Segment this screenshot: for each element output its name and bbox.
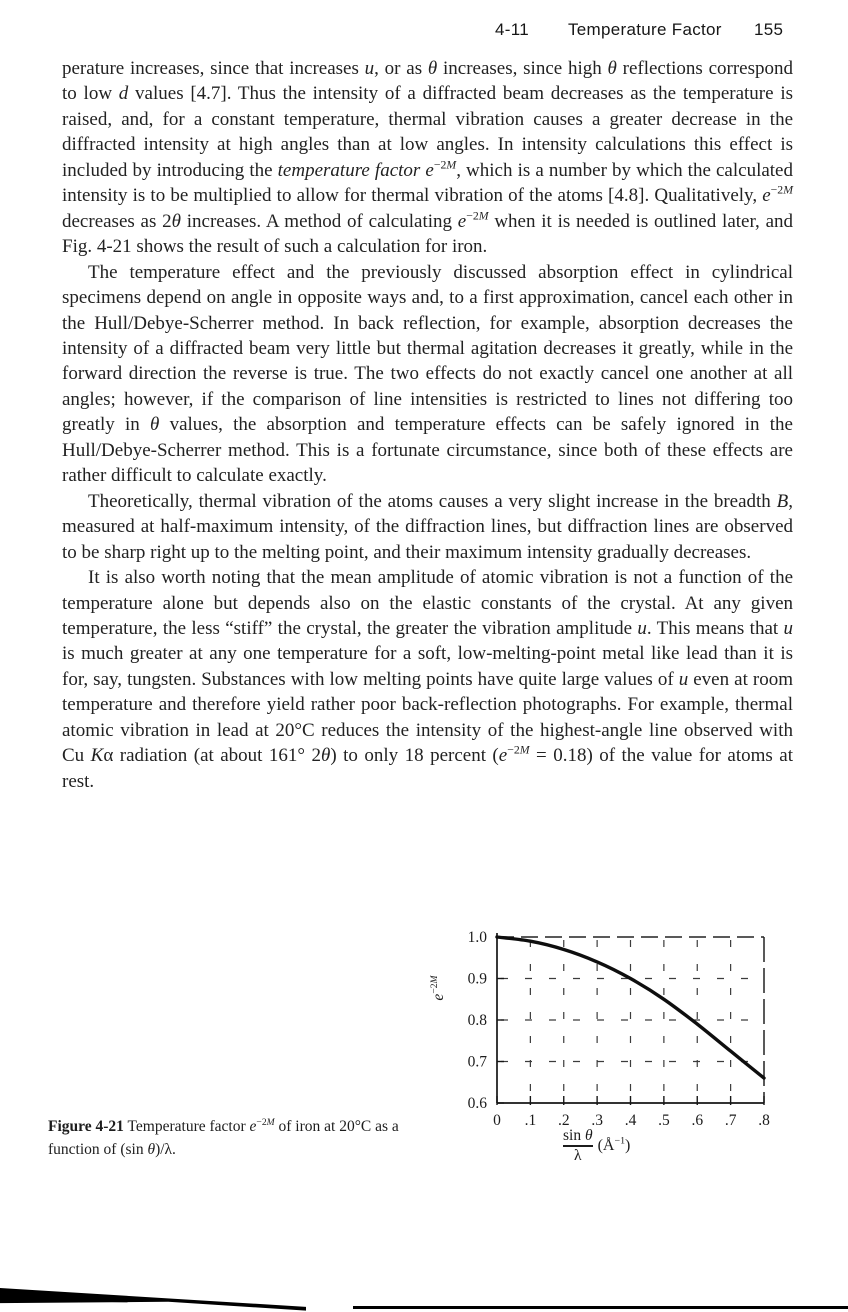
svg-text:.3: .3 <box>591 1112 603 1129</box>
body-text <box>62 56 793 794</box>
figure-caption-label: Figure 4-21 <box>48 1118 124 1135</box>
figure-caption-text: Temperature factor $e^{-2M}$ of iron at 20°C as a function of (sin θ)/λ. <box>48 1116 399 1158</box>
svg-text:0.8: 0.8 <box>467 1012 487 1029</box>
section-title: Temperature Factor <box>568 20 722 39</box>
section-number: 4-11 <box>495 20 529 39</box>
svg-text:.4: .4 <box>624 1112 637 1129</box>
paragraph: perature increases, since that increases u, or as θ increases, since high θ reflections correspond to low d values [4.7]. Thus the intensity of a diffracted beam decreases as the temperature is raised, and, for a constant temperature, thermal vibration causes a greater decrease in the diffracted intensity at high angles than at low angles. In intensity calculations this effect is included by introducing the temperature factor $e^{-2M}$, which is a number by which the calculated intensity is to be multiplied to allow for thermal vibration of the atoms [4.8]. Qualitatively, $e^{-2M}$ decreases as 2θ increases. A method of calculating $e^{-2M}$ when it is needed is outlined later, and Fig. 4-21 shows the result of such a calculation for iron. <box>62 58 794 258</box>
svg-text:1.0: 1.0 <box>467 929 487 946</box>
x-axis-fraction <box>563 1128 593 1164</box>
y-axis-label: $e^{-2M}$ <box>428 975 447 1001</box>
svg-text:0: 0 <box>493 1112 501 1129</box>
x-axis-label <box>563 1128 630 1164</box>
figure-caption <box>48 1116 450 1161</box>
x-axis-unit: $(Å^{-1})$ <box>597 1135 631 1154</box>
scan-artifact-line <box>353 1306 848 1309</box>
svg-text:.6: .6 <box>691 1112 704 1129</box>
page-header <box>0 20 848 46</box>
x-axis-fraction-denominator: λ <box>574 1146 582 1164</box>
svg-text:.5: .5 <box>658 1112 670 1129</box>
svg-text:.1: .1 <box>524 1112 537 1129</box>
page-number: 155 <box>754 20 784 39</box>
x-axis-fraction-numerator: sin θ <box>563 1127 593 1144</box>
scan-artifact-wedge <box>0 1285 306 1312</box>
svg-text:.7: .7 <box>724 1112 737 1129</box>
paragraph: Theoretically, thermal vibration of the atoms causes a very slight increase in the breadth B, measured at half-maximum intensity, of the diffraction lines, but diffraction lines are observed to be sharp right up to the melting point, and their maximum intensity gradually decreases. <box>62 490 793 563</box>
svg-text:0.9: 0.9 <box>467 970 487 988</box>
svg-text:.2: .2 <box>557 1112 570 1129</box>
temperature-factor-chart <box>420 880 840 1135</box>
svg-text:.8: .8 <box>758 1112 770 1129</box>
svg-text:0.7: 0.7 <box>467 1053 487 1071</box>
svg-text:0.6: 0.6 <box>467 1095 487 1112</box>
paragraph: It is also worth noting that the mean amplitude of atomic vibration is not a function of the temperature alone but depends also on the elastic constants of the crystal. At any given temperature, the less “stiff” the crystal, the greater the vibration amplitude u. This means that u is much greater at any one temperature for a soft, low-melting-point metal like lead than it is for, say, tungsten. Substances with low melting points have quite large values of u even at room temperature and therefore yield rather poor back-reflection photographs. For example, thermal atomic vibration in lead at 20°C reduces the intensity of the highest-angle line observed with Cu Kα radiation (at about 161° 2θ) to only 18 percent $(e^{-2M} = 0.18)$ of the value for atoms at rest. <box>62 567 794 792</box>
paragraph: The temperature effect and the previously discussed absorption effect in cylindrical specimens depend on angle in opposite ways and, to a first approximation, cancel each other in the Hull/Debye-Scherrer method. In back reflection, for example, absorption decreases the intensity of a diffracted beam very little but thermal agitation decreases it greatly, while in the forward direction the reverse is true. The two effects do not exactly cancel one another at all angles; however, if the comparison of line intensities is restricted to lines not differing too greatly in θ values, the absorption and temperature effects can be safely ignored in the Hull/Debye-Scherrer method. This is a fortunate circumstance, since both of these effects are rather difficult to calculate exactly. <box>62 261 793 487</box>
